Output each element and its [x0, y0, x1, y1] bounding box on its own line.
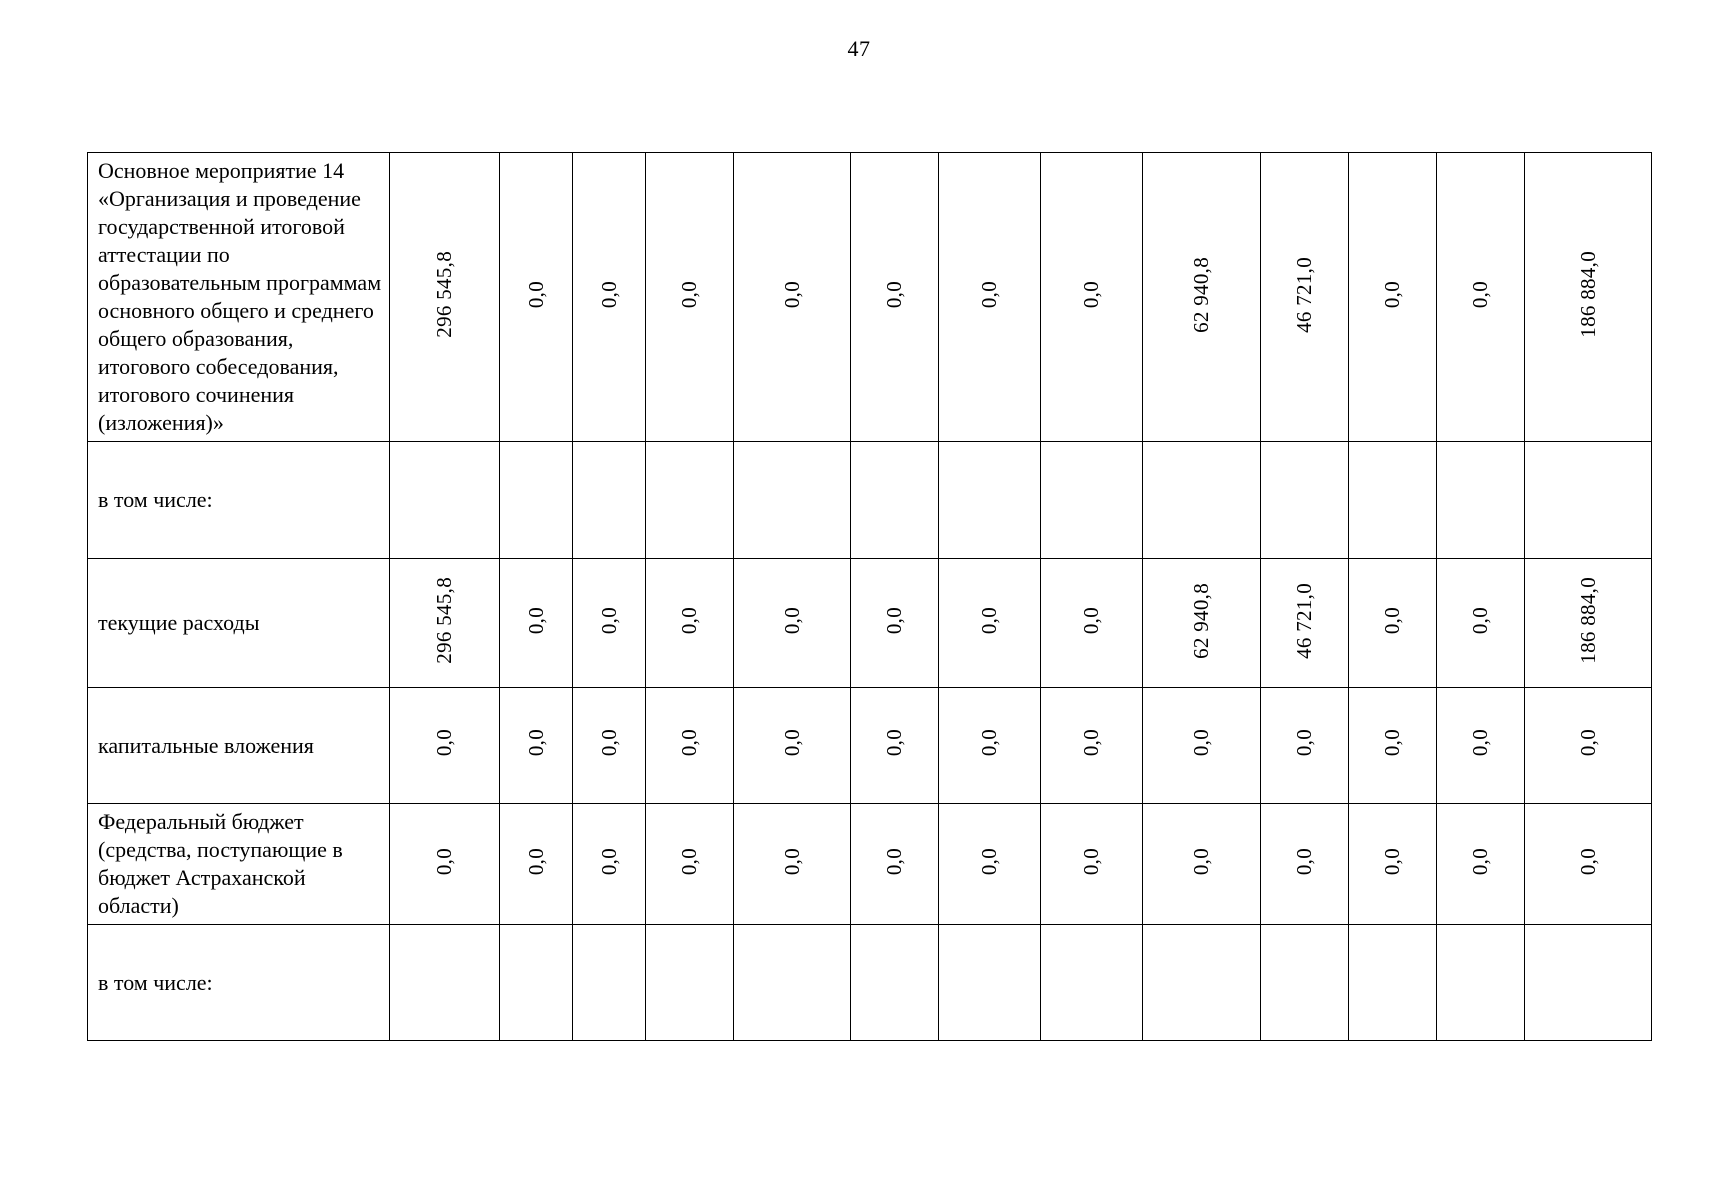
cell-value: 186 884,0 [1575, 251, 1600, 338]
table-row [88, 688, 1652, 804]
cell-value: 0,0 [1380, 606, 1404, 635]
cell-value: 62 940,8 [1189, 256, 1213, 333]
value-cell [734, 442, 851, 559]
value-cell [851, 442, 939, 559]
cell-value: 0,0 [1079, 729, 1103, 757]
value-cell [1143, 442, 1261, 559]
value-cell [500, 804, 573, 925]
value-cell [1437, 442, 1525, 559]
value-cell [573, 925, 646, 1041]
value-cell [500, 925, 573, 1041]
cell-value: 0,0 [1079, 280, 1103, 309]
value-cell [500, 559, 573, 688]
value-cell [1261, 559, 1349, 688]
value-cell [1261, 804, 1349, 925]
budget-table [87, 152, 1652, 1041]
value-cell [1041, 442, 1143, 559]
row-label: Основное мероприятие 14 «Организация и проведение государственной итоговой аттестации по образовательным программам основного общего и среднего общего образования, итогового собеседования, итогового сочинения (изложения)» [88, 153, 390, 442]
value-cell [939, 925, 1041, 1041]
value-cell [1349, 804, 1437, 925]
cell-value: 0,0 [977, 606, 1001, 635]
cell-value: 0,0 [1079, 606, 1103, 635]
table-row [88, 925, 1652, 1041]
cell-value: 0,0 [1189, 847, 1213, 876]
value-cell [646, 925, 734, 1041]
cell-value: 0,0 [1575, 729, 1600, 757]
cell-value: 0,0 [1380, 847, 1404, 876]
value-cell [1143, 559, 1261, 688]
value-cell [1349, 688, 1437, 804]
cell-value: 0,0 [523, 729, 548, 757]
value-cell [390, 925, 500, 1041]
value-cell [851, 688, 939, 804]
table-row [88, 153, 1652, 442]
value-cell [939, 559, 1041, 688]
value-cell [939, 688, 1041, 804]
value-cell [646, 804, 734, 925]
value-cell [1349, 925, 1437, 1041]
table-row [88, 804, 1652, 925]
value-cell [851, 804, 939, 925]
row-label: в том числе: [88, 925, 390, 1041]
value-cell [734, 925, 851, 1041]
row-label: Федеральный бюджет (средства, поступающие в бюджет Астраханской области) [88, 804, 390, 925]
value-cell [1143, 804, 1261, 925]
cell-value: 0,0 [977, 280, 1001, 309]
table-row [88, 442, 1652, 559]
value-cell [390, 153, 500, 442]
cell-value: 62 940,8 [1189, 582, 1213, 659]
row-label: в том числе: [88, 442, 390, 559]
value-cell [1525, 153, 1652, 442]
value-cell [734, 559, 851, 688]
value-cell [1041, 559, 1143, 688]
value-cell [1143, 925, 1261, 1041]
value-cell [734, 688, 851, 804]
value-cell [1349, 153, 1437, 442]
cell-value: 0,0 [1292, 847, 1316, 876]
cell-value: 0,0 [1575, 847, 1600, 876]
cell-value: 0,0 [779, 606, 804, 635]
cell-value: 0,0 [1079, 847, 1103, 876]
value-cell [646, 688, 734, 804]
value-cell [390, 442, 500, 559]
value-cell [1437, 559, 1525, 688]
value-cell [1143, 153, 1261, 442]
value-cell [1349, 442, 1437, 559]
cell-value: 0,0 [779, 280, 804, 309]
value-cell [851, 559, 939, 688]
value-cell [500, 153, 573, 442]
cell-value: 0,0 [596, 729, 621, 757]
value-cell [390, 804, 500, 925]
value-cell [573, 559, 646, 688]
cell-value: 0,0 [1380, 280, 1404, 309]
cell-value: 0,0 [977, 729, 1001, 757]
value-cell [939, 442, 1041, 559]
value-cell [1261, 688, 1349, 804]
cell-value: 0,0 [1468, 280, 1492, 309]
cell-value: 0,0 [596, 606, 621, 635]
value-cell [1437, 804, 1525, 925]
cell-value: 0,0 [1468, 729, 1492, 757]
cell-value: 0,0 [1468, 847, 1492, 876]
cell-value: 186 884,0 [1575, 577, 1600, 664]
value-cell [1525, 925, 1652, 1041]
value-cell [573, 153, 646, 442]
cell-value: 0,0 [523, 606, 548, 635]
value-cell [939, 804, 1041, 925]
value-cell [1525, 442, 1652, 559]
value-cell [573, 688, 646, 804]
cell-value: 0,0 [432, 729, 456, 757]
value-cell [1261, 925, 1349, 1041]
value-cell [1041, 925, 1143, 1041]
cell-value: 46 721,0 [1292, 582, 1316, 659]
value-cell [646, 153, 734, 442]
cell-value: 0,0 [677, 280, 701, 309]
cell-value: 296 545,8 [432, 251, 456, 338]
value-cell [646, 559, 734, 688]
cell-value: 0,0 [882, 606, 906, 635]
value-cell [1041, 804, 1143, 925]
cell-value: 0,0 [523, 847, 548, 876]
cell-value: 0,0 [596, 847, 621, 876]
value-cell [1437, 925, 1525, 1041]
value-cell [1041, 153, 1143, 442]
cell-value: 296 545,8 [432, 577, 456, 664]
value-cell [1041, 688, 1143, 804]
value-cell [1525, 559, 1652, 688]
row-label: текущие расходы [88, 559, 390, 688]
value-cell [1261, 153, 1349, 442]
cell-value: 0,0 [596, 280, 621, 309]
value-cell [1525, 804, 1652, 925]
value-cell [939, 153, 1041, 442]
value-cell [1143, 688, 1261, 804]
value-cell [1437, 688, 1525, 804]
cell-value: 0,0 [882, 847, 906, 876]
cell-value: 0,0 [779, 847, 804, 876]
value-cell [1349, 559, 1437, 688]
cell-value: 0,0 [977, 847, 1001, 876]
value-cell [390, 559, 500, 688]
cell-value: 46 721,0 [1292, 256, 1316, 333]
value-cell [646, 442, 734, 559]
page-number: 47 [847, 36, 871, 61]
cell-value: 0,0 [882, 280, 906, 309]
value-cell [390, 688, 500, 804]
value-cell [500, 442, 573, 559]
cell-value: 0,0 [882, 729, 906, 757]
cell-value: 0,0 [677, 847, 701, 876]
cell-value: 0,0 [1380, 729, 1404, 757]
value-cell [500, 688, 573, 804]
cell-value: 0,0 [1468, 606, 1492, 635]
value-cell [1437, 153, 1525, 442]
value-cell [573, 442, 646, 559]
cell-value: 0,0 [1189, 729, 1213, 757]
cell-value: 0,0 [677, 606, 701, 635]
value-cell [573, 804, 646, 925]
value-cell [851, 153, 939, 442]
value-cell [734, 153, 851, 442]
value-cell [1261, 442, 1349, 559]
value-cell [1525, 688, 1652, 804]
value-cell [851, 925, 939, 1041]
cell-value: 0,0 [779, 729, 804, 757]
row-label: капитальные вложения [88, 688, 390, 804]
table-row [88, 559, 1652, 688]
cell-value: 0,0 [1292, 729, 1316, 757]
cell-value: 0,0 [677, 729, 701, 757]
cell-value: 0,0 [432, 847, 456, 876]
value-cell [734, 804, 851, 925]
cell-value: 0,0 [523, 280, 548, 309]
